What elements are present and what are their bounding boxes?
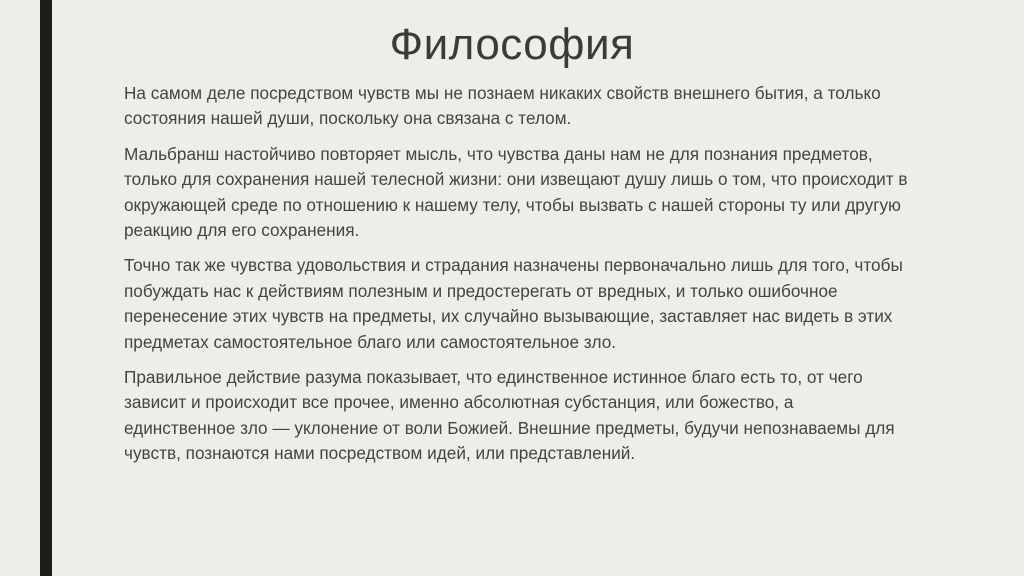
accent-bar [40,0,52,576]
paragraph-1: На самом деле посредством чувств мы не познаем никаких свойств внешнего бытия, а только состояния нашей души, поскольку она связана с телом. [124,83,881,129]
slide-title: Философия [389,20,635,69]
paragraph-3: Точно так же чувства удовольствия и страдания назначены первоначально лишь для того, чтобы побуждать нас к действиям полезным и предостерегать от вредных, и только ошибочное перенесение этих чувств на предметы, их случайно вызывающие, заставляет нас видеть в этих предметах самостоятельное благо или самостоятельное зло. [124,255,903,352]
slide-body [124,81,909,477]
paragraph-4: Правильное действие разума показывает, что единственное истинное благо есть то, от чего зависит и происходит все прочее, именно абсолютная субстанция, или божество, а единственное зло — уклонение от воли Божией. Внешние предметы, будучи непознаваемы для чувств, познаются нами посредством идей, или представлений. [124,367,895,464]
paragraph-2: Мальбранш настойчиво повторяет мысль, что чувства даны нам не для познания предметов, только для сохранения нашей телесной жизни: они извещают душу лишь о том, что происходит в окружающей среде по отношению к нашему телу, чтобы вызвать с нашей стороны ту или другую реакцию для его сохранения. [124,143,908,241]
